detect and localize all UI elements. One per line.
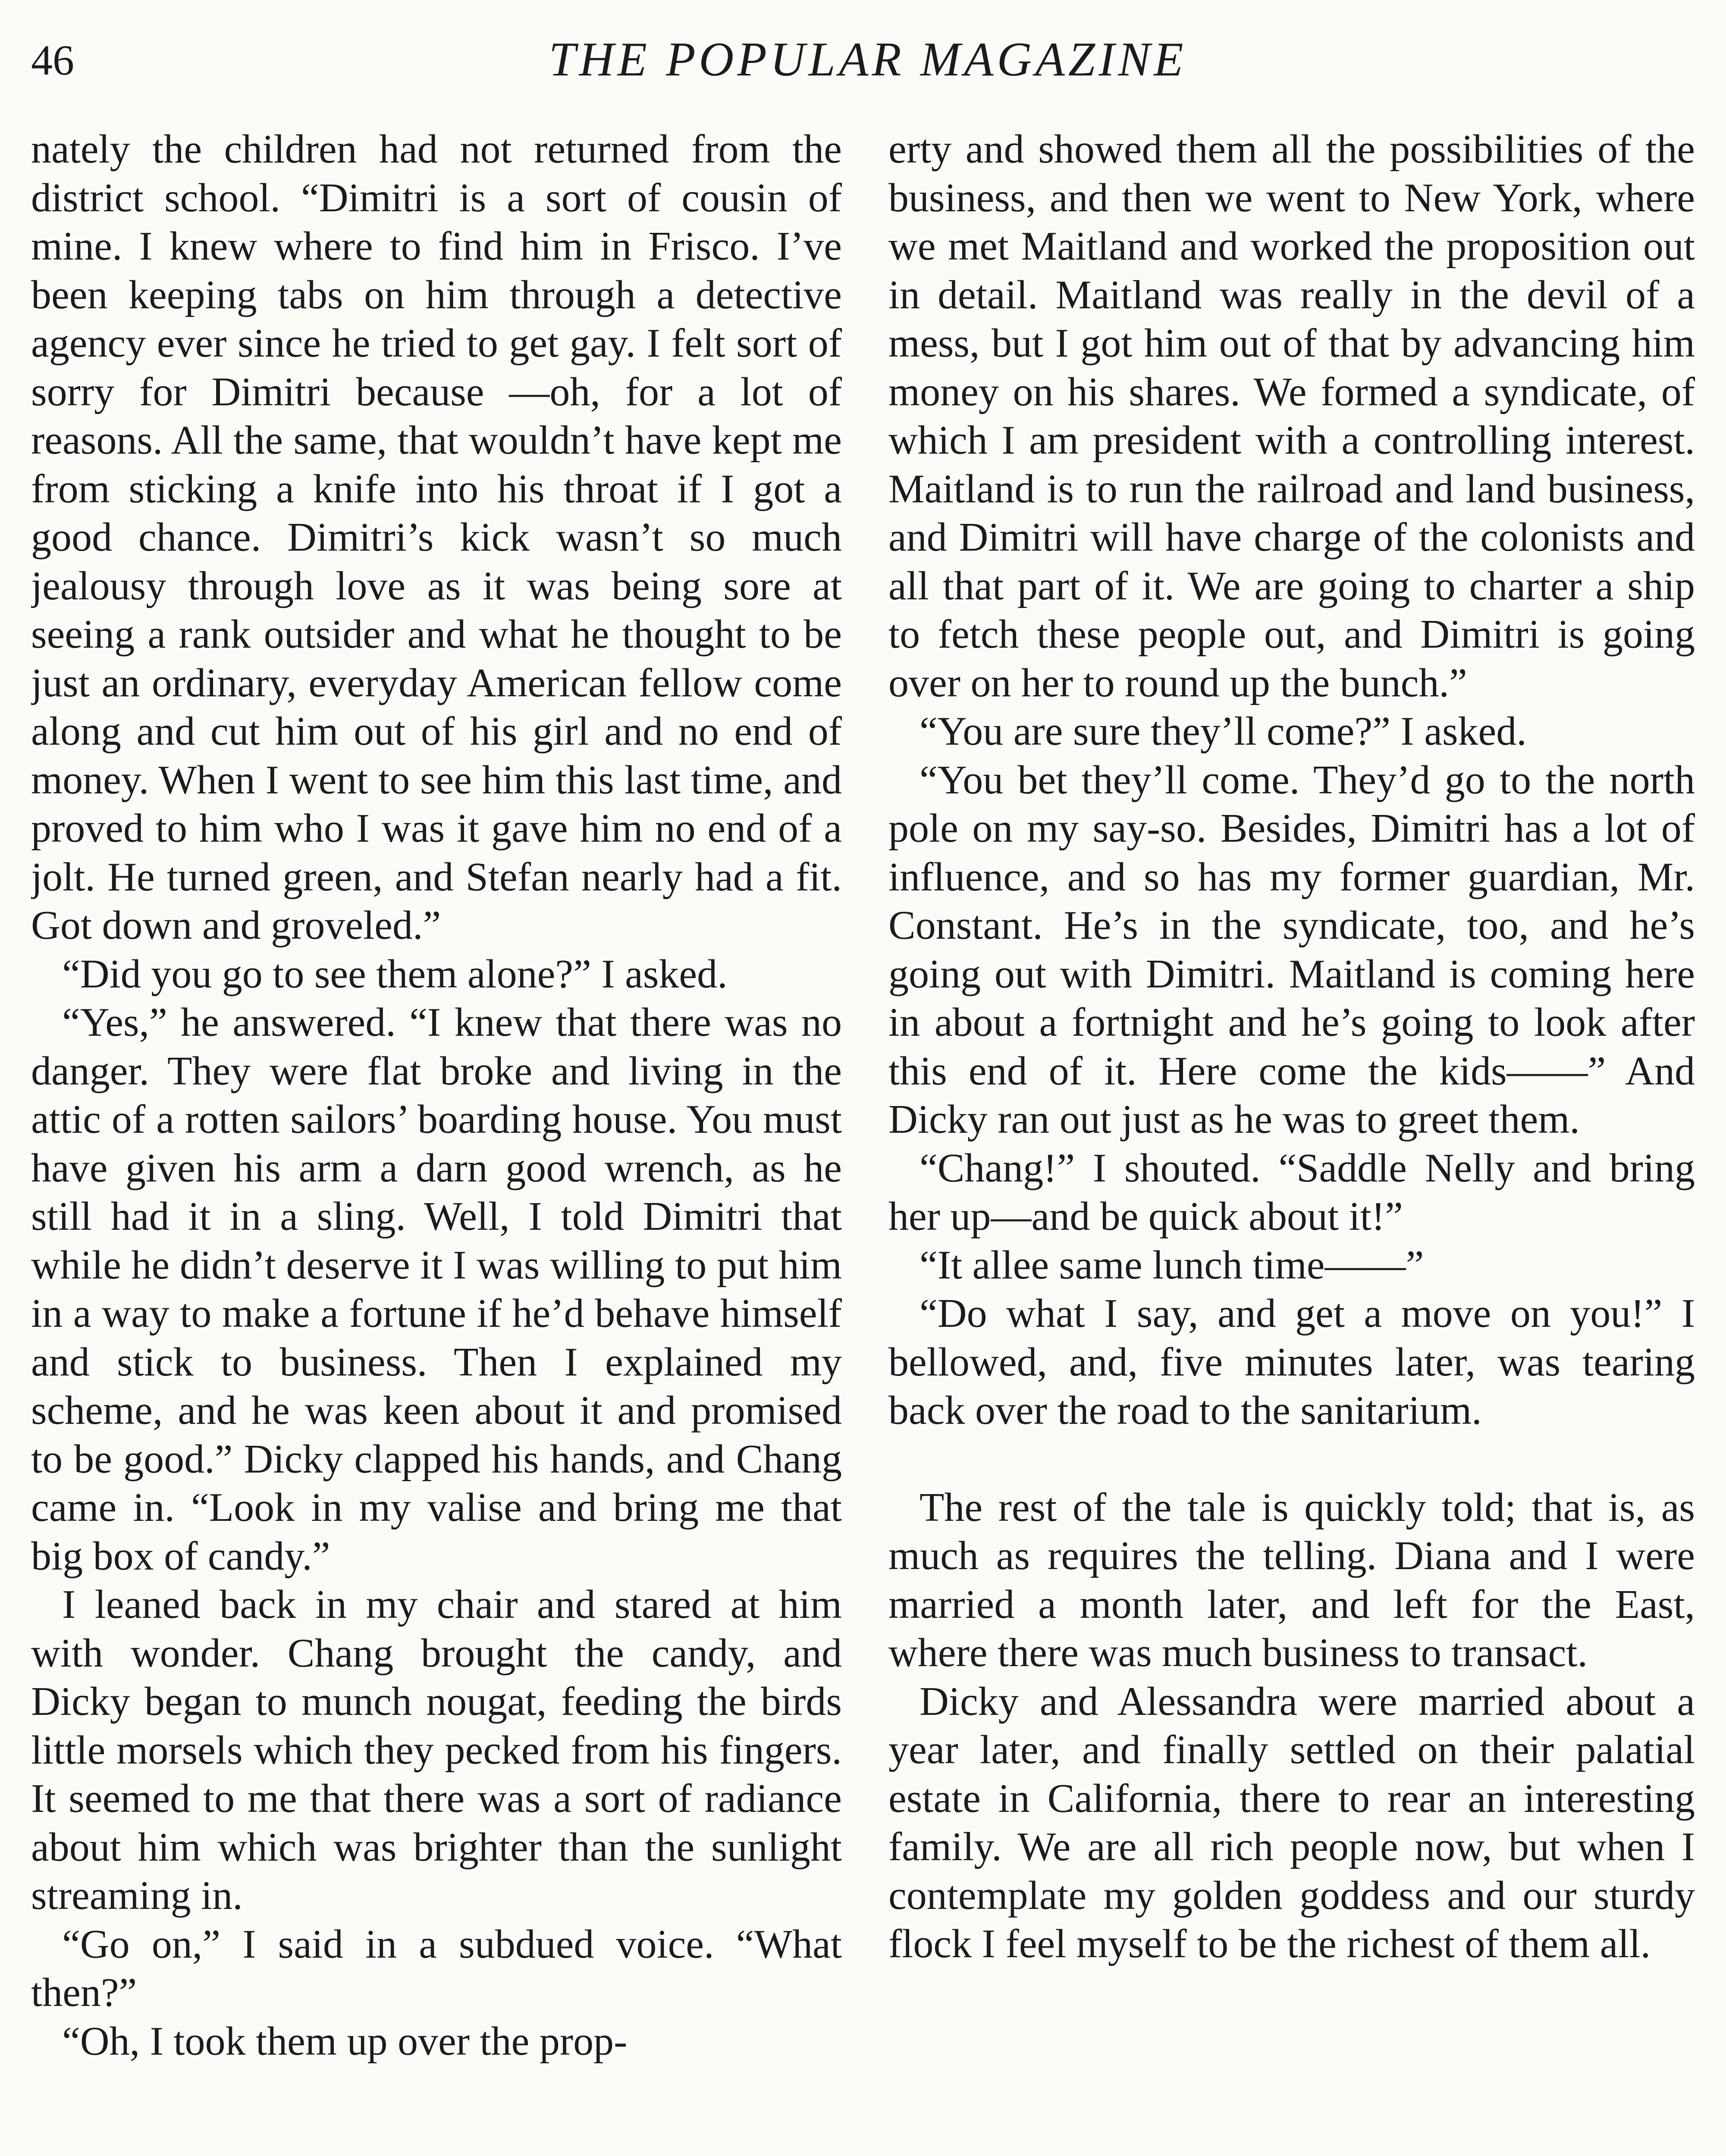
right-column — [888, 125, 1695, 2156]
paragraph: nately the children had not returned from the district school. “Dimitri is a sort of cousin of mine. I knew where to find him in Frisco. I’ve been keeping tabs on him through a detective agency ever since he tried to get gay. I felt sort of sorry for Dimitri because —oh, for a lot of reasons. All the same, that wouldn’t have kept me from sticking a knife into his throat if I got a good chance. Dimitri’s kick wasn’t so much jealousy through love as it was being sore at seeing a rank outsider and what he thought to be just an ordinary, everyday American fellow come along and cut him out of his girl and no end of money. When I went to see him this last time, and proved to him who I was it gave him no end of a jolt. He turned green, and Stefan nearly had a fit. Got down and groveled.” — [31, 127, 842, 948]
paragraph: The rest of the tale is quickly told; that is, as much as requires the telling. Diana and I were married a month later, and left for the East, where there was much business to transact. — [888, 1485, 1695, 1675]
paragraph: “Chang!” I shouted. “Saddle Nelly and bring her up—and be quick about it!” — [888, 1145, 1695, 1239]
page-number: 46 — [31, 36, 74, 84]
paragraph: “Go on,” I said in a subdued voice. “What then?” — [31, 1921, 842, 2015]
paragraph: Dicky and Alessandra were married about a year later, and finally settled on their palatial estate in California, there to rear an interesting family. We are all rich people now, but when I contemplate my golden goddess and our sturdy flock I feel myself to be the richest of them all. — [888, 1679, 1695, 1966]
paragraph: “You bet they’ll come. They’d go to the north pole on my say-so. Besides, Dimitri has a lot of influence, and so has my former guardian, Mr. Constant. He’s in the syndicate, too, and he’s going out with Dimitri. Maitland is coming here in about a fortnight and he’s going to look after this end of it. Here come the kids——” And Dicky ran out just as he was to greet them. — [888, 757, 1695, 1142]
left-column — [31, 125, 842, 2156]
page-header — [31, 30, 1704, 99]
paragraph: erty and showed them all the possibilities of the business, and then we went to New York, where we met Maitland and worked the proposition out in detail. Maitland was really in the devil of a mess, but I got him out of that by advancing him money on his shares. We formed a syndicate, of which I am president with a controlling interest. Maitland is to run the railroad and land business, and Dimitri will have charge of the colonists and all that part of it. We are going to charter a ship to fetch these people out, and Dimitri is going over on her to round up the bunch.” — [888, 127, 1695, 705]
paragraph: “Do what I say, and get a move on you!” I bellowed, and, five minutes later, was tearing back over the road to the sanitarium. — [888, 1291, 1695, 1433]
paragraph: “It allee same lunch time——” — [919, 1242, 1424, 1288]
paragraph: “You are sure they’ll come?” I asked. — [919, 709, 1527, 754]
paragraph: “Did you go to see them alone?” I asked. — [62, 951, 728, 997]
paragraph: “Oh, I took them up over the prop- — [62, 2018, 628, 2064]
paragraph: “Yes,” he answered. “I knew that there was no danger. They were flat broke and living in the attic of a rotten sailors’ boarding house. You must have given his arm a darn good wrench, as he still had it in a sling. Well, I told Dimitri that while he didn’t deserve it I was willing to put him in a way to make a fortune if he’d behave himself and stick to business. Then I explained my scheme, and he was keen about it and promised to be good.” Dicky clapped his hands, and Chang came in. “Look in my valise and bring me that big box of candy.” — [31, 1000, 842, 1579]
magazine-title: THE POPULAR MAGAZINE — [549, 33, 1187, 86]
paragraph: I leaned back in my chair and stared at him with wonder. Chang brought the candy, and Dicky began to munch nougat, feeding the birds little morsels which they pecked from his fingers. It seemed to me that there was a sort of radiance about him which was brighter than the sunlight streaming in. — [31, 1582, 842, 1918]
